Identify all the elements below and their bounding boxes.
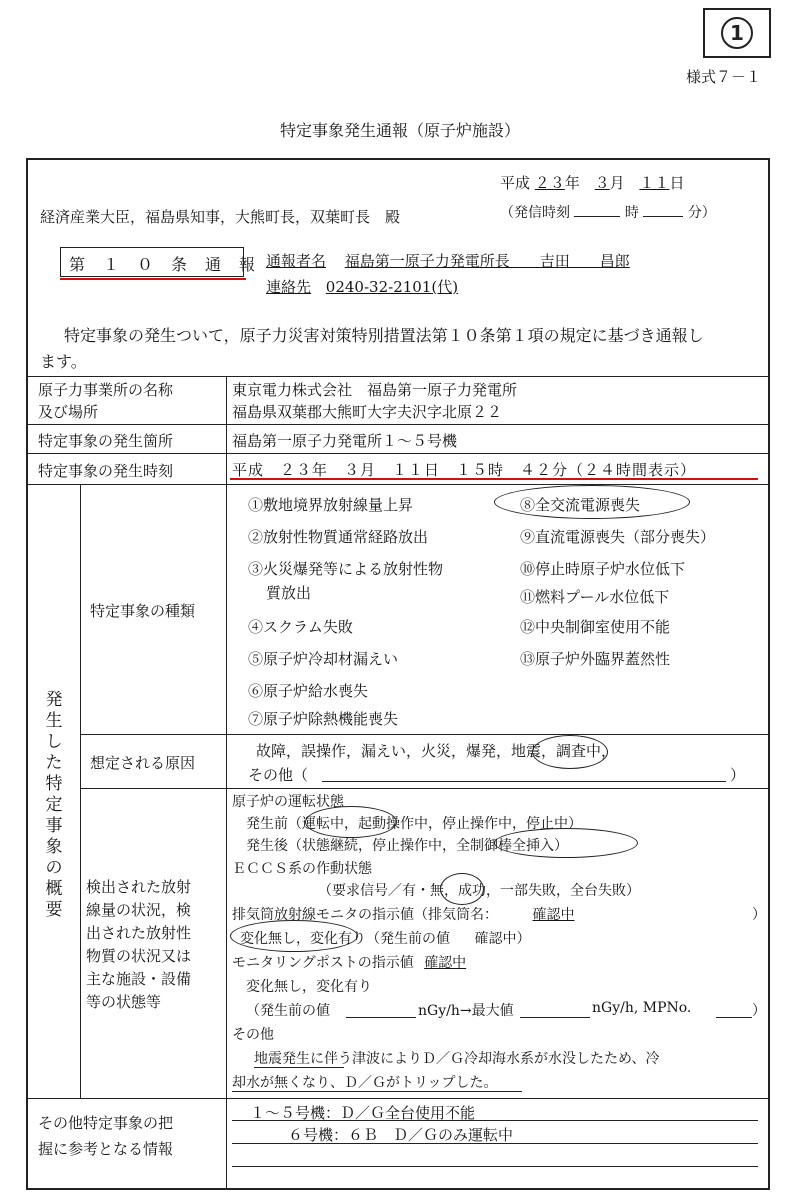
reporter-label: 通報者名 — [266, 252, 327, 270]
date-month: ３ — [594, 174, 610, 192]
eccs-detail: （要求信号／有・無，成功，一部失敗，全台失敗） — [318, 883, 640, 899]
other-text-2: 却水が無くなり、Ｄ／Ｇがトリップした。 — [232, 1075, 498, 1091]
other-info-line-2: ６号機：６Ｂ Ｄ／Ｇのみ運転中 — [288, 1126, 514, 1144]
event-item: 質放出 — [266, 584, 312, 602]
date-era: 平成 — [500, 174, 531, 192]
divider-line — [26, 484, 770, 485]
blank-line — [322, 781, 726, 782]
contact-label: 連絡先 — [266, 278, 312, 296]
event-item: ⑦原子炉除熱機能喪失 — [248, 710, 399, 728]
divider-line — [26, 376, 770, 377]
facility-label-2: 及び場所 — [38, 403, 99, 421]
monitoring-post-change: 変化無し，変化有り — [246, 979, 372, 995]
circle-mark — [440, 873, 484, 905]
monitoring-post-value: 確認中 — [424, 955, 467, 971]
eccs-label: ＥＣＣＳ系の作動状態 — [232, 861, 372, 877]
article-box — [60, 247, 274, 277]
circle-mark — [532, 735, 608, 769]
other-label: その他 — [232, 1027, 274, 1043]
time-value: 平成 ２３年 ３月 １１日 １５時 ４２分（２４時間表示） — [232, 461, 697, 479]
contact-number: 0240-32-2101(代) — [325, 278, 459, 296]
event-item: ②放射性物質通常経路放出 — [248, 528, 429, 546]
event-item: ⑩停止時原子炉水位低下 — [520, 560, 686, 578]
article-label: 第１０条通報 — [69, 255, 274, 274]
statement-line-1: 特定事象の発生ついて，原子力災害対策特別措置法第１０条第１項の規定に基づき通報し — [64, 326, 704, 345]
mp-values-a: （発生前の値 — [246, 1003, 330, 1019]
other-info-label-1: その他特定事象の把 — [38, 1114, 174, 1132]
reactor-state-label: 原子炉の運転状態 — [232, 794, 344, 810]
overview-label: 発生した特定事象の概要 — [45, 690, 63, 920]
form-number: 様式７－１ — [686, 68, 762, 86]
mp-values-d: ） — [752, 1003, 766, 1019]
red-underline — [60, 278, 246, 280]
column-line — [226, 376, 227, 1190]
other-text-1: 地震発生に伴う津波によりＤ／Ｇ冷却海水系が水没したため、冷 — [254, 1051, 660, 1067]
mp-values-b: nGy/h→最大値 — [418, 1003, 514, 1019]
event-item: ⑪燃料プール水位低下 — [520, 588, 670, 606]
cause-other-suffix: ） — [730, 766, 746, 784]
event-item: ⑫中央制御室使用不能 — [520, 618, 671, 636]
circled-one-icon — [705, 10, 769, 56]
divider-line — [26, 424, 770, 425]
stack-monitor-value: 確認中 — [532, 907, 575, 923]
statement-line-2: ます。 — [40, 352, 87, 371]
circle-mark — [230, 920, 358, 952]
status-label-line: 物質の状況又は — [86, 947, 192, 965]
stack-change: 変化無し，変化有り（発生前の値 — [240, 931, 450, 947]
reactor-before: 発生前（運転中，起動操作中，停止操作中，停止中） — [246, 816, 582, 832]
page-number-box — [703, 8, 771, 58]
divider-line — [80, 734, 770, 735]
svg-text:1: 1 — [730, 21, 744, 45]
circle-mark — [305, 806, 397, 838]
addressees: 経済産業大臣，福島県知事，大熊町長，双葉町長 殿 — [40, 208, 401, 226]
circle-mark — [494, 485, 690, 519]
status-label-line: 線量の状況，検 — [86, 901, 192, 919]
circle-mark — [494, 828, 638, 858]
red-underline — [230, 478, 758, 480]
underline-mark — [254, 1067, 344, 1068]
event-item: ⑨直流電源喪失（部分喪失） — [520, 528, 716, 546]
monitoring-post-label: モニタリングポストの指示値 — [232, 955, 414, 971]
facility-value-1: 東京電力株式会社 福島第一原子力発電所 — [232, 381, 518, 399]
date-year-unit: 年 — [564, 174, 580, 192]
writing-line — [232, 1166, 758, 1167]
event-type-label: 特定事象の種類 — [90, 602, 196, 620]
cause-other-prefix: その他（ — [248, 766, 309, 784]
blank-line — [520, 1017, 590, 1018]
event-item: ①敷地境界放射線量上昇 — [248, 496, 414, 514]
status-label-line: 出された放射性 — [86, 924, 192, 942]
stack-monitor-label: 排気筒放射線モニタの指示値（排気筒名： — [232, 907, 498, 923]
event-item: ⑤原子炉冷却材漏えい — [248, 650, 399, 668]
blank-line — [716, 1017, 752, 1018]
status-label-line: 主な施設・設備 — [86, 970, 192, 988]
status-label-line: 等の状態等 — [86, 993, 162, 1011]
facility-value-2: 福島県双葉郡大熊町大字夫沢字北原２２ — [232, 403, 503, 421]
time-label: 特定事象の発生時刻 — [38, 462, 174, 480]
location-label: 特定事象の発生箇所 — [38, 432, 174, 450]
event-item: ④スクラム失敗 — [248, 618, 353, 636]
location-value: 福島第一原子力発電所１～５号機 — [232, 432, 458, 450]
status-label-line: 検出された放射 — [86, 878, 192, 896]
writing-line — [232, 1143, 758, 1144]
event-item: ⑬原子炉外臨界蓋然性 — [520, 650, 671, 668]
divider-line — [26, 1098, 770, 1099]
date-month-unit: 月 — [609, 174, 625, 192]
document-title: 特定事象発生通報（原子炉施設） — [279, 121, 520, 140]
divider-line — [80, 788, 770, 789]
date-day: １１ — [639, 174, 670, 192]
send-time-label: （発信時刻 — [500, 205, 570, 221]
divider-line — [26, 453, 770, 454]
facility-label-1: 原子力事業所の名称 — [38, 381, 174, 399]
hour-unit: 時 — [624, 205, 639, 221]
form-frame — [26, 158, 770, 1190]
event-item: ⑧全交流電源喪失 — [520, 496, 641, 514]
date-day-unit: 日 — [669, 174, 685, 192]
blank-line — [346, 1017, 416, 1018]
event-item: ⑥原子炉給水喪失 — [248, 682, 369, 700]
writing-line — [232, 1120, 758, 1121]
stack-monitor-end: ） — [752, 907, 766, 923]
reactor-after: 発生後（状態継続，停止操作中，全制御棒全挿入） — [246, 838, 568, 854]
mp-values-c: nGy/h, MPNo. — [592, 1000, 692, 1016]
date-year: ２３ — [534, 174, 565, 192]
stack-change-value: 確認中） — [474, 931, 531, 947]
column-line — [80, 484, 81, 1098]
reporter-name: 福島第一原子力発電所長 吉田 昌郎 — [344, 252, 630, 270]
cause-label: 想定される原因 — [90, 754, 196, 772]
cause-line-1: 故障，誤操作，漏えい，火災，爆発，地震，調査中， — [256, 742, 617, 760]
event-item: ③火災爆発等による放射性物 — [248, 560, 444, 578]
underline-mark — [232, 1091, 522, 1092]
minute-unit: 分） — [687, 205, 716, 221]
other-info-line-1: １～５号機：Ｄ／Ｇ全台使用不能 — [250, 1104, 476, 1122]
other-info-label-2: 握に参考となる情報 — [38, 1140, 174, 1158]
